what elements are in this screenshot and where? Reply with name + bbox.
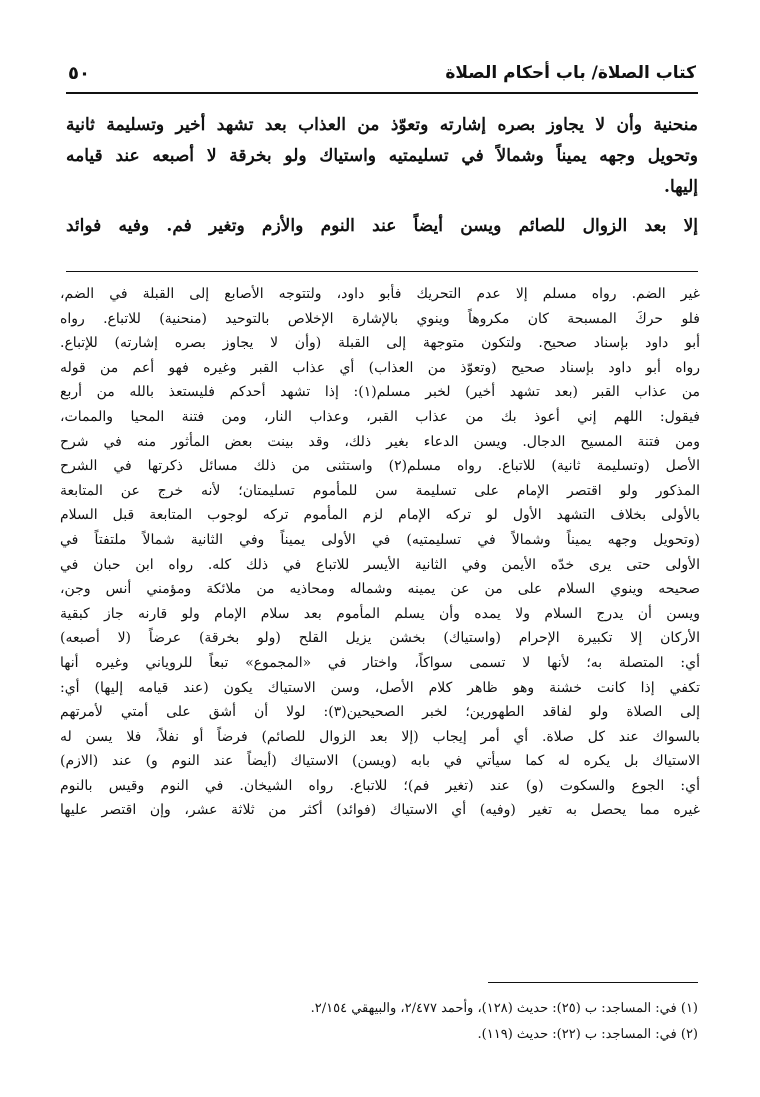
commentary-line: أي: الجوع والسكوت (و) عند (تغير فم)؛ للاتباع. رواه الشيخان. في النوم وقيس بالنوم: [60, 777, 700, 794]
commentary-line: بالأولى بخلاف التشهد الأول لو تركه الإمام لزم المأموم تركه لوجوب المتابعة قبل السلام: [60, 507, 700, 524]
footnote-rule: [488, 982, 698, 983]
chapter-title: كتاب الصلاة/ باب أحكام الصلاة: [445, 63, 696, 83]
commentary-line: من عذاب القبر (بعد تشهد أخير) لخبر مسلم(١): إذا تشهد أحدكم فليستعذ بالله من أربع: [60, 384, 700, 401]
matn-line: إلا بعد الزوال للصائم ويسن أيضاً عند النوم والأزم وتغير فم. وفيه فوائد: [66, 216, 698, 236]
header-rule: [66, 92, 698, 94]
commentary-line: فلو حركَ المسبحة كان مكروهاً وينوي بالإشارة الإخلاص بالتوحيد (منحنية) للاتباع. رواه: [60, 310, 700, 327]
matn-line: إليها.: [664, 177, 698, 197]
commentary-line: رواه أبو داود بإسناد صحيح (وتعوّذ من العذاب) أي عذاب القبر وغيره فهو أعم من قوله: [60, 359, 700, 376]
commentary-line: إلى الصلاة ولو لفاقد الطهورين؛ لخبر الصحيحين(٣): لولا أن أشق على أمتي لأمرتهم: [60, 704, 700, 721]
matn-line: منحنية وأن لا يجاوز بصره إشارته وتعوّذ من العذاب بعد تشهد أخير وتسليمة ثانية: [66, 115, 698, 135]
commentary-text: [60, 282, 700, 823]
commentary-line: تكفي إذا كانت خشنة وهو ظاهر كلام الأصل، وسن الاستياك يكون (عند قيامه إليها) أي:: [60, 679, 700, 696]
commentary-line: أي: المتصلة به؛ لأنها لا تسمى سواكاً، واختار في «المجموع» تبعاً للروياني وغيره أنها: [60, 654, 700, 671]
running-header: [68, 60, 696, 86]
page-number: ٥٠: [68, 62, 90, 84]
commentary-line: ومن فتنة المسيح الدجال. ويسن الدعاء بغير ذلك، وقد بينت بعض المأثور منه في شرح: [60, 433, 700, 450]
commentary-line: الاستياك بل يكره له كما سيأتي في بابه (ويسن) الاستياك (أيضاً عند النوم و) عند (الازم): [60, 753, 700, 770]
commentary-line: صحيحه وينوي السلام على من عن يمينه وشماله ومحاذيه من ملائكة ومؤمني أنس وجن،: [60, 581, 700, 598]
commentary-line: بالسواك عند كل صلاة. أي أمر إيجاب (إلا بعد الزوال للصائم) فرضاً أو نفلاً، فلا يسن له: [60, 728, 700, 745]
commentary-line: (وتحويل وجهه يميناً وشمالاً في تسليمتيه) في الأولى يميناً وفي الثانية شمالاً ملتفتاً في: [60, 531, 700, 548]
footnote: (١) في: المساجد: ب (٢٥): حديث (١٢٨)، وأحمد ٢/٤٧٧، والبيهقي ٢/١٥٤.: [310, 1001, 698, 1016]
commentary-line: الأصل (وتسليمة ثانية) للاتباع. رواه مسلم(٢) واستثنى من ذلك مسائل ذكرتها في الشرح: [60, 458, 700, 475]
matn-line: وتحويل وجهه يميناً وشمالاً في تسليمتيه واستياك ولو بخرقة لا أصبعه عند قيامه: [66, 146, 698, 166]
commentary-line: المذكور ولو اقتصر الإمام على تسليمة سن للمأموم تسليمتان؛ لأنه خرج عن المتابعة: [60, 482, 700, 499]
commentary-line: أبو داود بإسناد صحيح. ولتكون متوجهة إلى القبلة (وأن لا يجاوز بصره إشارته) للإتباع.: [60, 335, 700, 352]
commentary-line: غيره مما يحصل به تغير (وفيه) أي الاستياك (فوائد) أكثر من ثلاثة عشر، وإن اقتصر عليها: [60, 802, 700, 819]
commentary-line: غير الضم. رواه مسلم إلا عدم التحريك فأبو داود، ولتتوجه الأصابع إلى القبلة في الضم،: [60, 286, 700, 302]
matn-text: [66, 110, 698, 242]
commentary-line: فيقول: اللهم إني أعوذ بك من عذاب القبر، وعذاب النار، ومن فتنة المحيا والممات،: [60, 408, 700, 425]
footnotes: [66, 996, 698, 1048]
footnote: (٢) في: المساجد: ب (٢٢): حديث (١١٩).: [477, 1027, 698, 1042]
commentary-line: الأولى حتى يرى خدّه الأيمن وفي الثانية الأيسر للاتباع في ذلك كله. رواه ابن حبان في: [60, 556, 700, 573]
commentary-line: ويسن أن يدرج السلام ولا يمده وأن يسلم المأموم بعد سلام الإمام ولو قارنه جاز كبقية: [60, 605, 700, 622]
matn-sharh-divider: [66, 271, 698, 272]
commentary-line: الأركان إلا تكبيرة الإحرام (واستياك) بخشن يزيل القلح (ولو بخرقة) عرضاً (لا أصبعه): [60, 630, 700, 647]
